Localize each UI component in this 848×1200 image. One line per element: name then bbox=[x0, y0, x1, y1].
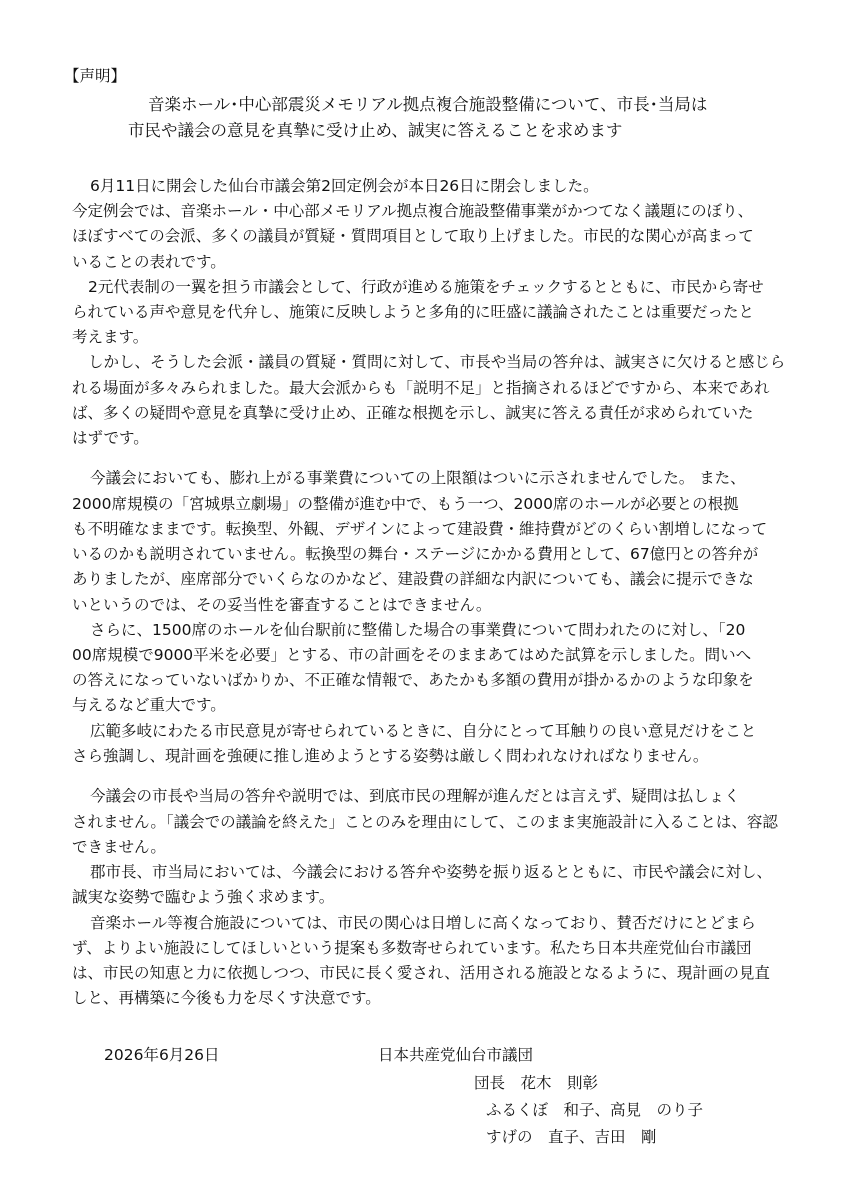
statement-date: 2026年6月26日 bbox=[104, 1046, 220, 1064]
body-line: 2000席規模の「宮城県立劇場」の整備が進む中で、もう一つ、2000席のホールが必要との根拠 bbox=[72, 495, 739, 513]
statement-title-line-2: 市民や議会の意見を真摯に受け止め、誠実に答えることを求めます bbox=[128, 121, 623, 140]
body-line: されません。「議会での議論を終えた」ことのみを理由にして、このまま実施設計に入ることは、容認 bbox=[72, 813, 778, 831]
body-line: は、市民の知恵と力に依拠しつつ、市民に長く愛され、活用される施設となるように、現計画の見直 bbox=[72, 964, 770, 982]
body-line: の答えになっていないばかりか、不正確な情報で、あたかも多額の費用が掛かるかのような印象を bbox=[72, 671, 754, 689]
body-line: できません。 bbox=[72, 838, 166, 856]
body-line: 6月11日に開会した仙台市議会第2回定例会が本日26日に閉会しました。 bbox=[90, 177, 599, 195]
body-line: いというのでは、その妥当性を審査することはできません。 bbox=[72, 596, 492, 614]
organization-name: 日本共産党仙台市議団 bbox=[378, 1046, 534, 1064]
body-line: しと、再構築に今後も力を尽くす決意です。 bbox=[72, 989, 381, 1007]
body-line: しかし、そうした会派・議員の質疑・質問に対して、市長や当局の答弁は、誠実さに欠けると感じら bbox=[88, 353, 786, 371]
body-line: 与えるなど重大です。 bbox=[72, 696, 226, 714]
body-line: ほぼすべての会派、多くの議員が質疑・質問項目として取り上げました。市民的な関心が高まって bbox=[72, 227, 754, 245]
body-line: 郡市長、市当局においては、今議会における答弁や姿勢を振り返るとともに、市民や議会に対し、 bbox=[90, 863, 773, 881]
body-line: も不明確なままです。転換型、外観、デザインによって建設費・維持費がどのくらい割増しになって bbox=[72, 520, 768, 538]
body-line: いることの表れです。 bbox=[72, 253, 226, 271]
signatory-line: ふるくぼ 和子、高見 のり子 bbox=[486, 1101, 704, 1119]
body-line: ず、よりよい施設にしてほしいという提案も多数寄せられています。私たち日本共産党仙台市議団 bbox=[72, 939, 752, 957]
body-line: さら強調し、現計画を強硬に推し進めようとする姿勢は厳しく問われなければなりません。 bbox=[72, 747, 709, 765]
body-line: 音楽ホール等複合施設については、市民の関心は日増しに高くなっており、賛否だけにとどまら bbox=[90, 914, 756, 932]
body-line: られている声や意見を代弁し、施策に反映しようと多角的に旺盛に議論されたことは重要だったと bbox=[72, 303, 755, 321]
body-line: 00席規模で9000平米を必要」とする、市の計画をそのままあてはめた試算を示しました。問いへ bbox=[72, 646, 752, 664]
body-line: 今議会においても、膨れ上がる事業費についての上限額はついに示されませんでした。 また、 bbox=[90, 469, 746, 487]
statement-title-line-1: 音楽ホール･中心部震災メモリアル拠点複合施設整備について、市長･当局は bbox=[148, 95, 708, 114]
body-line: 誠実な姿勢で臨むよう強く求めます。 bbox=[72, 888, 335, 906]
signatory-line: すげの 直子、吉田 剛 bbox=[486, 1128, 657, 1146]
body-line: はずです。 bbox=[72, 429, 149, 447]
signatory-line: 団長 花木 則彰 bbox=[474, 1074, 599, 1092]
body-line: 広範多岐にわたる市民意見が寄せられているときに、自分にとって耳触りの良い意見だけをこと bbox=[90, 722, 757, 740]
body-line: 今定例会では、音楽ホール・中心部メモリアル拠点複合施設整備事業がかつてなく議題にのぼり、 bbox=[72, 202, 754, 220]
body-line: いるのかも説明されていません。転換型の舞台・ステージにかかる費用として、67億円との答弁が bbox=[72, 545, 759, 563]
body-line: 考えます。 bbox=[72, 328, 149, 346]
body-line: 今議会の市長や当局の答弁や説明では、到底市民の理解が進んだとは言えず、疑問は払しょく bbox=[90, 787, 740, 805]
body-line: さらに、1500席のホールを仙台駅前に整備した場合の事業費について問われたのに対し、「20 bbox=[90, 621, 746, 639]
body-line: ば、多くの疑問や意見を真摯に受け止め、正確な根拠を示し、誠実に答える責任が求められていた bbox=[72, 404, 754, 422]
statement-label: 【声明】 bbox=[64, 67, 127, 85]
body-line: ありましたが、座席部分でいくらなのかなど、建設費の詳細な内訳についても、議会に提示できな bbox=[72, 570, 754, 588]
body-line: れる場面が多々みられました。最大会派からも「説明不足」と指摘されるほどですから、本来であれ bbox=[72, 379, 770, 397]
body-line: 2元代表制の一翼を担う市議会として、行政が進める施策をチェックするとともに、市民から寄せ bbox=[88, 278, 764, 296]
